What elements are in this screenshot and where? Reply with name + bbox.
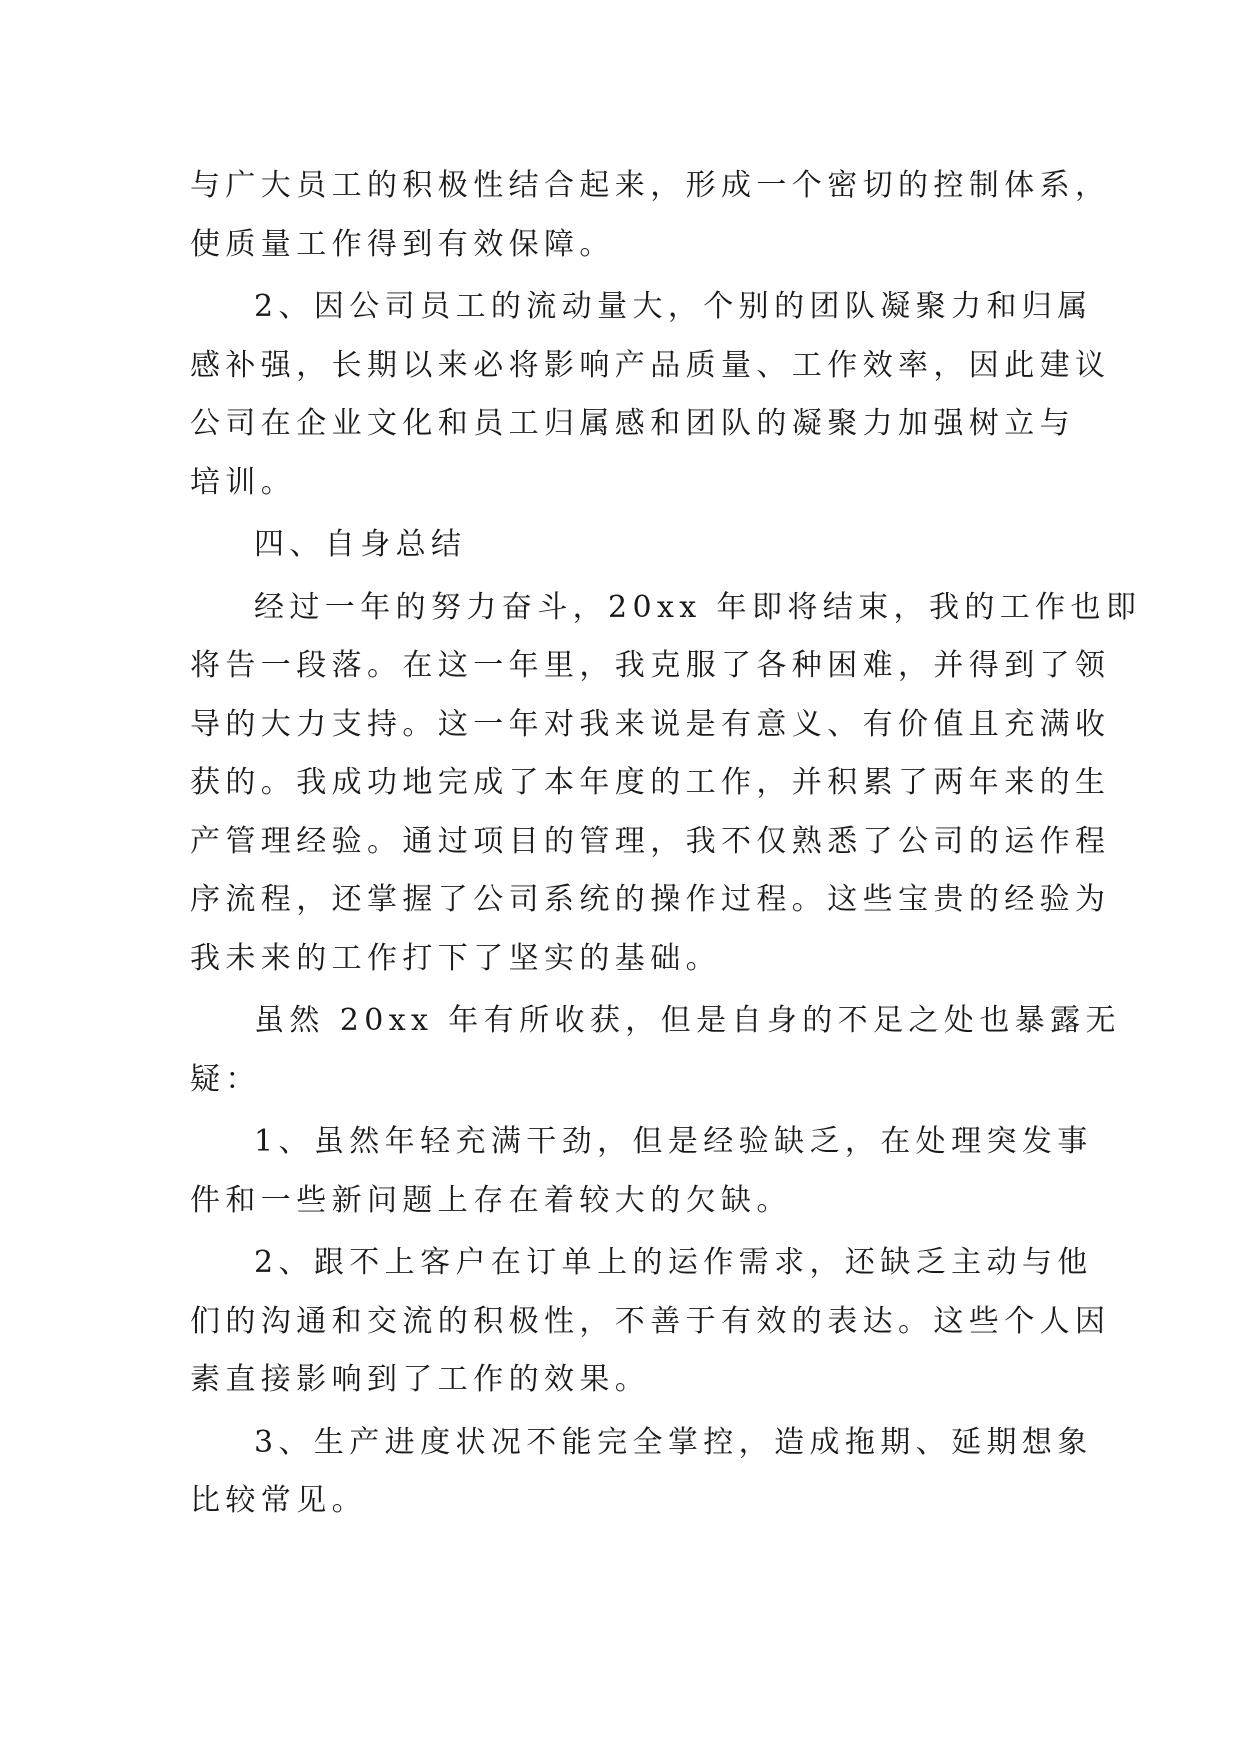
text-line: 导的大力支持。这一年对我来说是有意义、有价值且充满收 xyxy=(190,706,1111,742)
text-line: 经过一年的努力奋斗，20xx 年即将结束，我的工作也即 xyxy=(254,589,1142,625)
text-line: 2、因公司员工的流动量大，个别的团队凝聚力和归属 xyxy=(254,289,1093,324)
paragraph xyxy=(190,992,1121,1109)
list-item-paragraph xyxy=(190,1234,1111,1410)
section-heading xyxy=(190,516,1050,575)
text-line: 与广大员工的积极性结合起来，形成一个密切的控制体系， xyxy=(190,168,1111,203)
text-line: 将告一段落。在这一年里，我克服了各种困难，并得到了领 xyxy=(190,648,1111,683)
text-line: 2、跟不上客户在订单上的运作需求，还缺乏主动与他 xyxy=(254,1245,1093,1280)
text-line: 疑： xyxy=(190,1061,261,1097)
text-line: 使质量工作得到有效保障。 xyxy=(190,226,615,262)
text-line: 3、生产进度状况不能完全掌控，造成拖期、延期想象 xyxy=(254,1424,1093,1460)
text-line: 四、自身总结 xyxy=(254,527,467,562)
text-line: 获的。我成功地完成了本年度的工作，并积累了两年来的生 xyxy=(190,765,1111,800)
text-line: 我未来的工作打下了坚实的基础。 xyxy=(190,940,721,976)
text-line: 感补强，长期以来必将影响产品质量、工作效率，因此建议 xyxy=(190,347,1111,383)
text-line: 1、虽然年轻充满干劲，但是经验缺乏，在处理突发事 xyxy=(254,1124,1093,1159)
paragraph xyxy=(190,157,1111,274)
paragraph xyxy=(190,579,1142,989)
text-line: 比较常见。 xyxy=(190,1483,367,1518)
list-item-paragraph xyxy=(190,1414,1093,1531)
text-line: 虽然 20xx 年有所收获，但是自身的不足之处也暴露无 xyxy=(254,1003,1121,1038)
text-line: 公司在企业文化和员工归属感和团队的凝聚力加强树立与 xyxy=(190,406,1075,441)
text-line: 素直接影响到了工作的效果。 xyxy=(190,1362,651,1397)
text-line: 序流程，还掌握了公司系统的操作过程。这些宝贵的经验为 xyxy=(190,882,1111,917)
paragraph xyxy=(190,278,1111,512)
text-line: 们的沟通和交流的积极性，不善于有效的表达。这些个人因 xyxy=(190,1303,1111,1339)
document-body xyxy=(190,157,1142,1535)
text-line: 件和一些新问题上存在着较大的欠缺。 xyxy=(190,1182,792,1218)
list-item-paragraph xyxy=(190,1113,1093,1230)
text-line: 产管理经验。通过项目的管理，我不仅熟悉了公司的运作程 xyxy=(190,823,1111,859)
text-line: 培训。 xyxy=(190,464,297,500)
